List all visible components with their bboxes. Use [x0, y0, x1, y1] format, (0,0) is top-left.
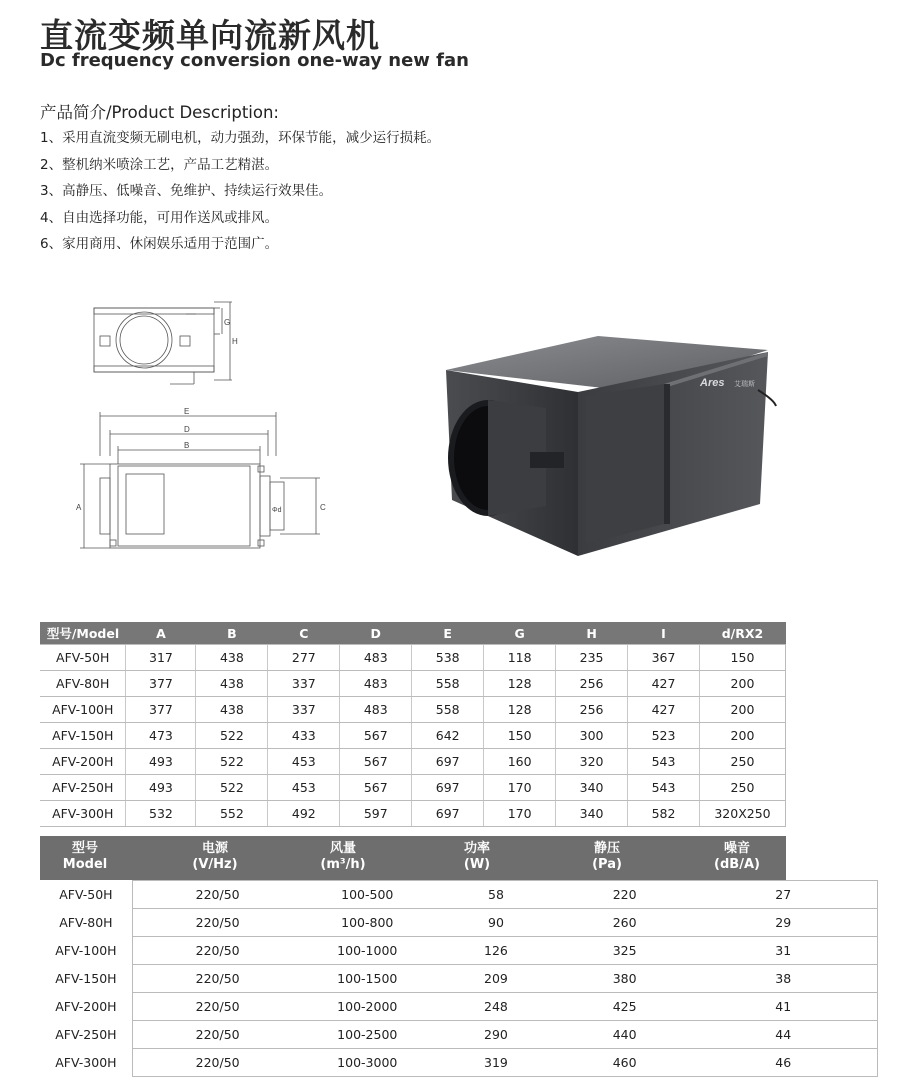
- value-cell: 58: [432, 881, 560, 909]
- value-cell: 220: [560, 881, 690, 909]
- dimension-cell: 200: [699, 723, 785, 749]
- value-cell: 220/50: [132, 1021, 302, 1049]
- table-row: [40, 671, 786, 697]
- description-item: 3、高静压、低噪音、免维护、持续运行效果佳。: [40, 183, 333, 199]
- model-cell: AFV-250H: [40, 775, 126, 801]
- brand-logo-cn: 艾瑞斯: [734, 380, 755, 388]
- dimension-cell: 150: [699, 645, 785, 671]
- description-item: 1、采用直流变频无刷电机，动力强劲，环保节能，减少运行损耗。: [40, 130, 441, 146]
- table-header-row: [40, 622, 786, 645]
- front-view-drawing: [70, 298, 240, 388]
- value-cell: 27: [689, 881, 877, 909]
- dim-label-phid: Φd: [272, 507, 282, 514]
- value-cell: 319: [432, 1049, 560, 1077]
- model-cell: AFV-150H: [40, 723, 126, 749]
- value-cell: 29: [689, 909, 877, 937]
- col-header: I: [628, 622, 700, 645]
- side-view-drawing: [70, 406, 330, 566]
- col-header: 静压 (Pa): [592, 841, 622, 872]
- description-item: 2、整机纳米喷涂工艺，产品工艺精湛。: [40, 156, 279, 173]
- description-heading: 产品简介/Product Description:: [40, 103, 279, 122]
- dimension-cell: 543: [628, 775, 700, 801]
- value-cell: 41: [689, 993, 877, 1021]
- performance-spec-table: [40, 880, 878, 1077]
- model-cell: AFV-200H: [55, 999, 117, 1014]
- dimension-cell: 427: [628, 671, 700, 697]
- value-cell: 44: [689, 1021, 877, 1049]
- dimension-cell: 377: [126, 671, 196, 697]
- value-cell: 100-800: [302, 909, 432, 937]
- col-header: 噪音 (dB/A): [714, 841, 760, 872]
- model-cell: AFV-300H: [40, 801, 126, 827]
- page-title: 直流变频单向流新风机: [40, 16, 380, 55]
- col-header: D: [340, 622, 412, 645]
- dimension-cell: 340: [556, 775, 628, 801]
- col-header: 功率 (W): [463, 841, 491, 872]
- value-cell: 220/50: [132, 937, 302, 965]
- table-row: [40, 909, 878, 937]
- dim-label-d: D: [184, 425, 190, 434]
- value-cell: 100-500: [302, 881, 432, 909]
- dimension-cell: 483: [340, 671, 412, 697]
- col-header: d/RX2: [699, 622, 785, 645]
- value-cell: 325: [560, 937, 690, 965]
- dimension-cell: 438: [196, 645, 268, 671]
- dimension-cell: 522: [196, 723, 268, 749]
- table-row: [40, 775, 786, 801]
- value-cell: 440: [560, 1021, 690, 1049]
- product-photo: [438, 330, 778, 560]
- value-cell: 260: [560, 909, 690, 937]
- dimension-cell: 438: [196, 697, 268, 723]
- page-subtitle: Dc frequency conversion one-way new fan: [40, 50, 469, 71]
- col-header: 型号 Model: [62, 841, 108, 872]
- table-row: [40, 801, 786, 827]
- dimension-cell: 250: [699, 749, 785, 775]
- dimension-cell: 567: [340, 749, 412, 775]
- dim-label-c: C: [320, 503, 326, 512]
- value-cell: 100-2500: [302, 1021, 432, 1049]
- model-cell: AFV-100H: [55, 943, 117, 958]
- table-row: [40, 965, 878, 993]
- model-cell: AFV-80H: [59, 915, 113, 930]
- value-cell: 38: [689, 965, 877, 993]
- model-cell: AFV-150H: [55, 971, 117, 986]
- dimension-cell: 697: [412, 775, 484, 801]
- dimension-cell: 235: [556, 645, 628, 671]
- table-row: [40, 723, 786, 749]
- dimension-cell: 493: [126, 749, 196, 775]
- value-cell: 31: [689, 937, 877, 965]
- value-cell: 100-3000: [302, 1049, 432, 1077]
- col-header: B: [196, 622, 268, 645]
- dimension-cell: 160: [484, 749, 556, 775]
- dimension-cell: 427: [628, 697, 700, 723]
- model-cell: AFV-250H: [55, 1027, 117, 1042]
- dimension-cell: 340: [556, 801, 628, 827]
- col-header: A: [126, 622, 196, 645]
- table-row: [40, 1021, 878, 1049]
- dim-label-e: E: [184, 407, 190, 416]
- dimension-cell: 433: [268, 723, 340, 749]
- value-cell: 100-2000: [302, 993, 432, 1021]
- dimension-cell: 150: [484, 723, 556, 749]
- dimension-cell: 317: [126, 645, 196, 671]
- col-header: G: [484, 622, 556, 645]
- brand-logo: Ares: [700, 377, 725, 389]
- dim-label-g: G: [224, 318, 231, 327]
- value-cell: 220/50: [132, 909, 302, 937]
- dimension-cell: 377: [126, 697, 196, 723]
- col-header: E: [412, 622, 484, 645]
- performance-table-header: [40, 836, 786, 880]
- dimension-cell: 277: [268, 645, 340, 671]
- dimension-cell: 337: [268, 671, 340, 697]
- dimension-cell: 558: [412, 697, 484, 723]
- value-cell: 220/50: [132, 881, 302, 909]
- dimension-cell: 118: [484, 645, 556, 671]
- dimension-cell: 170: [484, 775, 556, 801]
- value-cell: 248: [432, 993, 560, 1021]
- dimension-cell: 128: [484, 697, 556, 723]
- value-cell: 220/50: [132, 993, 302, 1021]
- model-cell: AFV-80H: [40, 671, 126, 697]
- dimension-cell: 200: [699, 671, 785, 697]
- dimension-cell: 492: [268, 801, 340, 827]
- table-row: [40, 645, 786, 671]
- dimension-cell: 558: [412, 671, 484, 697]
- dimension-cell: 697: [412, 801, 484, 827]
- table-row: [40, 993, 878, 1021]
- dimension-cell: 522: [196, 749, 268, 775]
- value-cell: 220/50: [132, 965, 302, 993]
- model-cell: AFV-300H: [55, 1055, 117, 1070]
- table-row: [40, 881, 878, 909]
- value-cell: 126: [432, 937, 560, 965]
- value-cell: 209: [432, 965, 560, 993]
- dimension-cell: 320: [556, 749, 628, 775]
- dimension-cell: 128: [484, 671, 556, 697]
- dimension-cell: 642: [412, 723, 484, 749]
- dimension-cell: 493: [126, 775, 196, 801]
- col-header: 电源 (V/Hz): [192, 841, 238, 872]
- dimension-cell: 367: [628, 645, 700, 671]
- col-header: C: [268, 622, 340, 645]
- dimension-cell: 453: [268, 749, 340, 775]
- dimension-cell: 300: [556, 723, 628, 749]
- table-row: [40, 937, 878, 965]
- dimension-cell: 483: [340, 697, 412, 723]
- dimension-cell: 200: [699, 697, 785, 723]
- table-row: [40, 1049, 878, 1077]
- dimension-cell: 473: [126, 723, 196, 749]
- dimension-cell: 597: [340, 801, 412, 827]
- col-header: 型号/Model: [40, 622, 126, 645]
- dimension-cell: 567: [340, 723, 412, 749]
- col-header: 风量 (m³/h): [320, 841, 366, 872]
- dimension-cell: 320X250: [699, 801, 785, 827]
- dim-label-b: B: [184, 441, 190, 450]
- value-cell: 425: [560, 993, 690, 1021]
- value-cell: 220/50: [132, 1049, 302, 1077]
- dimension-cell: 453: [268, 775, 340, 801]
- model-cell: AFV-50H: [40, 645, 126, 671]
- model-cell: AFV-100H: [40, 697, 126, 723]
- dimension-cell: 532: [126, 801, 196, 827]
- description-item: 4、自由选择功能，可用作送风或排风。: [40, 209, 279, 226]
- dimension-cell: 256: [556, 671, 628, 697]
- table-row: [40, 697, 786, 723]
- dimension-cell: 337: [268, 697, 340, 723]
- dimension-cell: 483: [340, 645, 412, 671]
- value-cell: 380: [560, 965, 690, 993]
- col-header: H: [556, 622, 628, 645]
- dimension-cell: 170: [484, 801, 556, 827]
- value-cell: 90: [432, 909, 560, 937]
- value-cell: 290: [432, 1021, 560, 1049]
- dim-label-a: A: [76, 503, 82, 512]
- value-cell: 100-1500: [302, 965, 432, 993]
- dimension-cell: 697: [412, 749, 484, 775]
- dimension-cell: 552: [196, 801, 268, 827]
- dimension-cell: 256: [556, 697, 628, 723]
- table-row: [40, 749, 786, 775]
- dimension-cell: 250: [699, 775, 785, 801]
- dimension-cell: 438: [196, 671, 268, 697]
- value-cell: 460: [560, 1049, 690, 1077]
- model-cell: AFV-50H: [59, 887, 113, 902]
- dim-label-h: H: [232, 337, 238, 346]
- dimension-cell: 543: [628, 749, 700, 775]
- model-cell: AFV-200H: [40, 749, 126, 775]
- dimension-cell: 523: [628, 723, 700, 749]
- dimension-cell: 567: [340, 775, 412, 801]
- value-cell: 100-1000: [302, 937, 432, 965]
- description-list: [40, 129, 440, 262]
- value-cell: 46: [689, 1049, 877, 1077]
- dimension-cell: 522: [196, 775, 268, 801]
- dimension-cell: 538: [412, 645, 484, 671]
- dimension-cell: 582: [628, 801, 700, 827]
- dimension-spec-table: [40, 622, 786, 827]
- description-item: 6、家用商用、休闲娱乐适用于范围广。: [40, 236, 279, 252]
